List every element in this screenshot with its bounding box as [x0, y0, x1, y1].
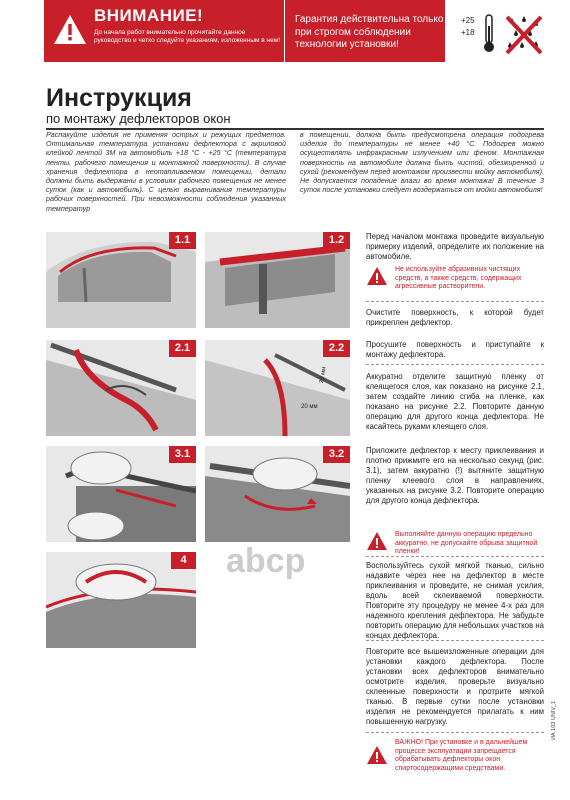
warning-icon: [366, 266, 388, 286]
step-2-1-illustration: [46, 340, 196, 436]
warning-text: Не используйте абразивных чистящих средств, а также средств, содержащих агрессивные растворители.: [395, 266, 522, 291]
step-1-2-badge: 1.2: [323, 232, 350, 249]
step-3-1-badge: 3.1: [169, 446, 196, 463]
final-text: Повторите все вышеизложенные операции для установки каждого дефлектора. После установки всех дефлекторов внимательно осмотрите изделия, проверьте визуально склеенные поверхности и протрите мягкой тканью. В первые сутки после установки изделия не рекомендуется прилагать к ним повышенную нагрузку.: [366, 647, 544, 726]
step-2-2-badge: 2.2: [323, 340, 350, 357]
step-1-2-text: Очистите поверхность, к которой будет прикреплен дефлектор.: [366, 308, 544, 327]
document-code: ИА 103 UNIV_1: [551, 700, 557, 740]
step-4-illustration: [46, 552, 196, 648]
step-3-text: Приложите дефлектор к месту приклеивания и плотно прижмите его на несколько секунд (рис. 3.1), затем аккуратно (!) вытяните защитную пленку клеевого слоя в направлениях, указанных на рисунке 3.2. Повторите операцию для другого конца дефлектора.: [366, 446, 544, 505]
page-title: Инструкция: [46, 84, 192, 112]
warning-icon: [53, 13, 87, 47]
no-rain-icon: [504, 14, 544, 56]
step-1-1-illustration: [46, 232, 196, 328]
dimension-label: 20 мм: [318, 366, 328, 384]
step-3-1-illustration: [46, 446, 196, 542]
attention-text: До начала работ внимательно прочитайте данное руководство и четко следуйте указаниям, изложенным в нем!: [94, 29, 281, 44]
attention-banner: [44, 0, 284, 62]
step-2-2-text: Аккуратно отделите защитную пленку от клеящегося слоя, как показано на рисунке 2.1, затем создайте линию сгиба на пленке, как показано на рисунке 2.2. Повторите данную операцию для другого конца дефлектора. Не касайтесь руками клеящего слоя.: [366, 372, 544, 431]
step-2-text: Просушите поверхность и приступайте к монтажу дефлектора.: [366, 340, 544, 359]
temp-high: +25: [461, 16, 475, 25]
page-subtitle: по монтажу дефлекторов окон: [46, 111, 231, 126]
divider: [366, 556, 544, 557]
intro-right: в помещении, должна быть предусмотрена операция подогрева изделия до температуры не менее +40 °С. Подогрев можно осуществлять инфракрасным излучением или феном. Монтажная поверхность на автомобиле должна быть чистой, обезжиренной и сухой (рекомендуем перед монтажом произвести мойку автомобиля). Не допускается попадение влаги во время монтажа! В течение 3 суток после установки следует воздержаться от мойки автомобиля!: [300, 130, 544, 195]
intro-left: Распакуйте изделия не применяя острых и режущих предметов. Оптимальная температура установки дефлектора с акриловой клейкой лентой 3М на автомобиль +18 °С - +25 °С (температура ленты, рабочего помещения и монтажной поверхности). В случае хранения дефлектора в неотапливаемом помещении, детали должны быть выдержаны в условиях рабочего помещения не менее суток (как и автомобиль). С целью выравнивания температуры рабочих поверхностей. При невозможности соблюдения указанных температур: [46, 130, 286, 213]
warning-text: Выполняйте данную операцию предельно аккуратно, не допускайте обрыва защитной пленки!: [395, 531, 538, 556]
warning-important: [366, 739, 544, 784]
warning-icon: [366, 745, 388, 765]
step-4-text: Воспользуйтесь сухой мягкой тканью, сильно надавите через нее на дефлектор в месте приклеивания и проведите, не снимая усилия, вдоль всей склеиваемой поверхности. Повторите эту процедуру не менее 4-х раз для надежного крепления дефлектора. Не забудьте повторить операцию для небольших участков на концах дефлектора.: [366, 561, 544, 640]
step-1-text: Перед началом монтажа проведите визуальную примерку изделий, определите их положение на автомобиле.: [366, 232, 544, 261]
step-2-1-badge: 2.1: [169, 340, 196, 357]
divider: [366, 732, 544, 733]
step-4-badge: 4: [171, 552, 196, 569]
divider: [366, 301, 544, 302]
warning-abrasives: [366, 266, 544, 291]
warning-text: ВАЖНО! При установке и в дальнейшем процессе эксплуатации запрещается обрабатывать дефлекторы окон спиртосодержащими средствами.: [395, 739, 528, 772]
temperature-range: [458, 14, 498, 54]
guarantee-note: Гарантия действительна только при строгом соблюдении технологии установки!: [285, 0, 445, 62]
thermometer-icon: [482, 14, 496, 54]
step-3-2-illustration: [205, 446, 350, 542]
warning-icon: [366, 531, 388, 551]
step-1-2-illustration: [205, 232, 350, 328]
step-2-2-illustration: [205, 340, 350, 436]
step-1-1-badge: 1.1: [169, 232, 196, 249]
dimension-label: 20 мм: [301, 404, 318, 410]
attention-title: ВНИМАНИЕ!: [94, 6, 204, 25]
divider: [366, 364, 544, 365]
temp-low: +18: [461, 28, 475, 37]
step-3-2-badge: 3.2: [323, 446, 350, 463]
watermark: abcp: [226, 542, 306, 580]
divider: [366, 640, 544, 641]
